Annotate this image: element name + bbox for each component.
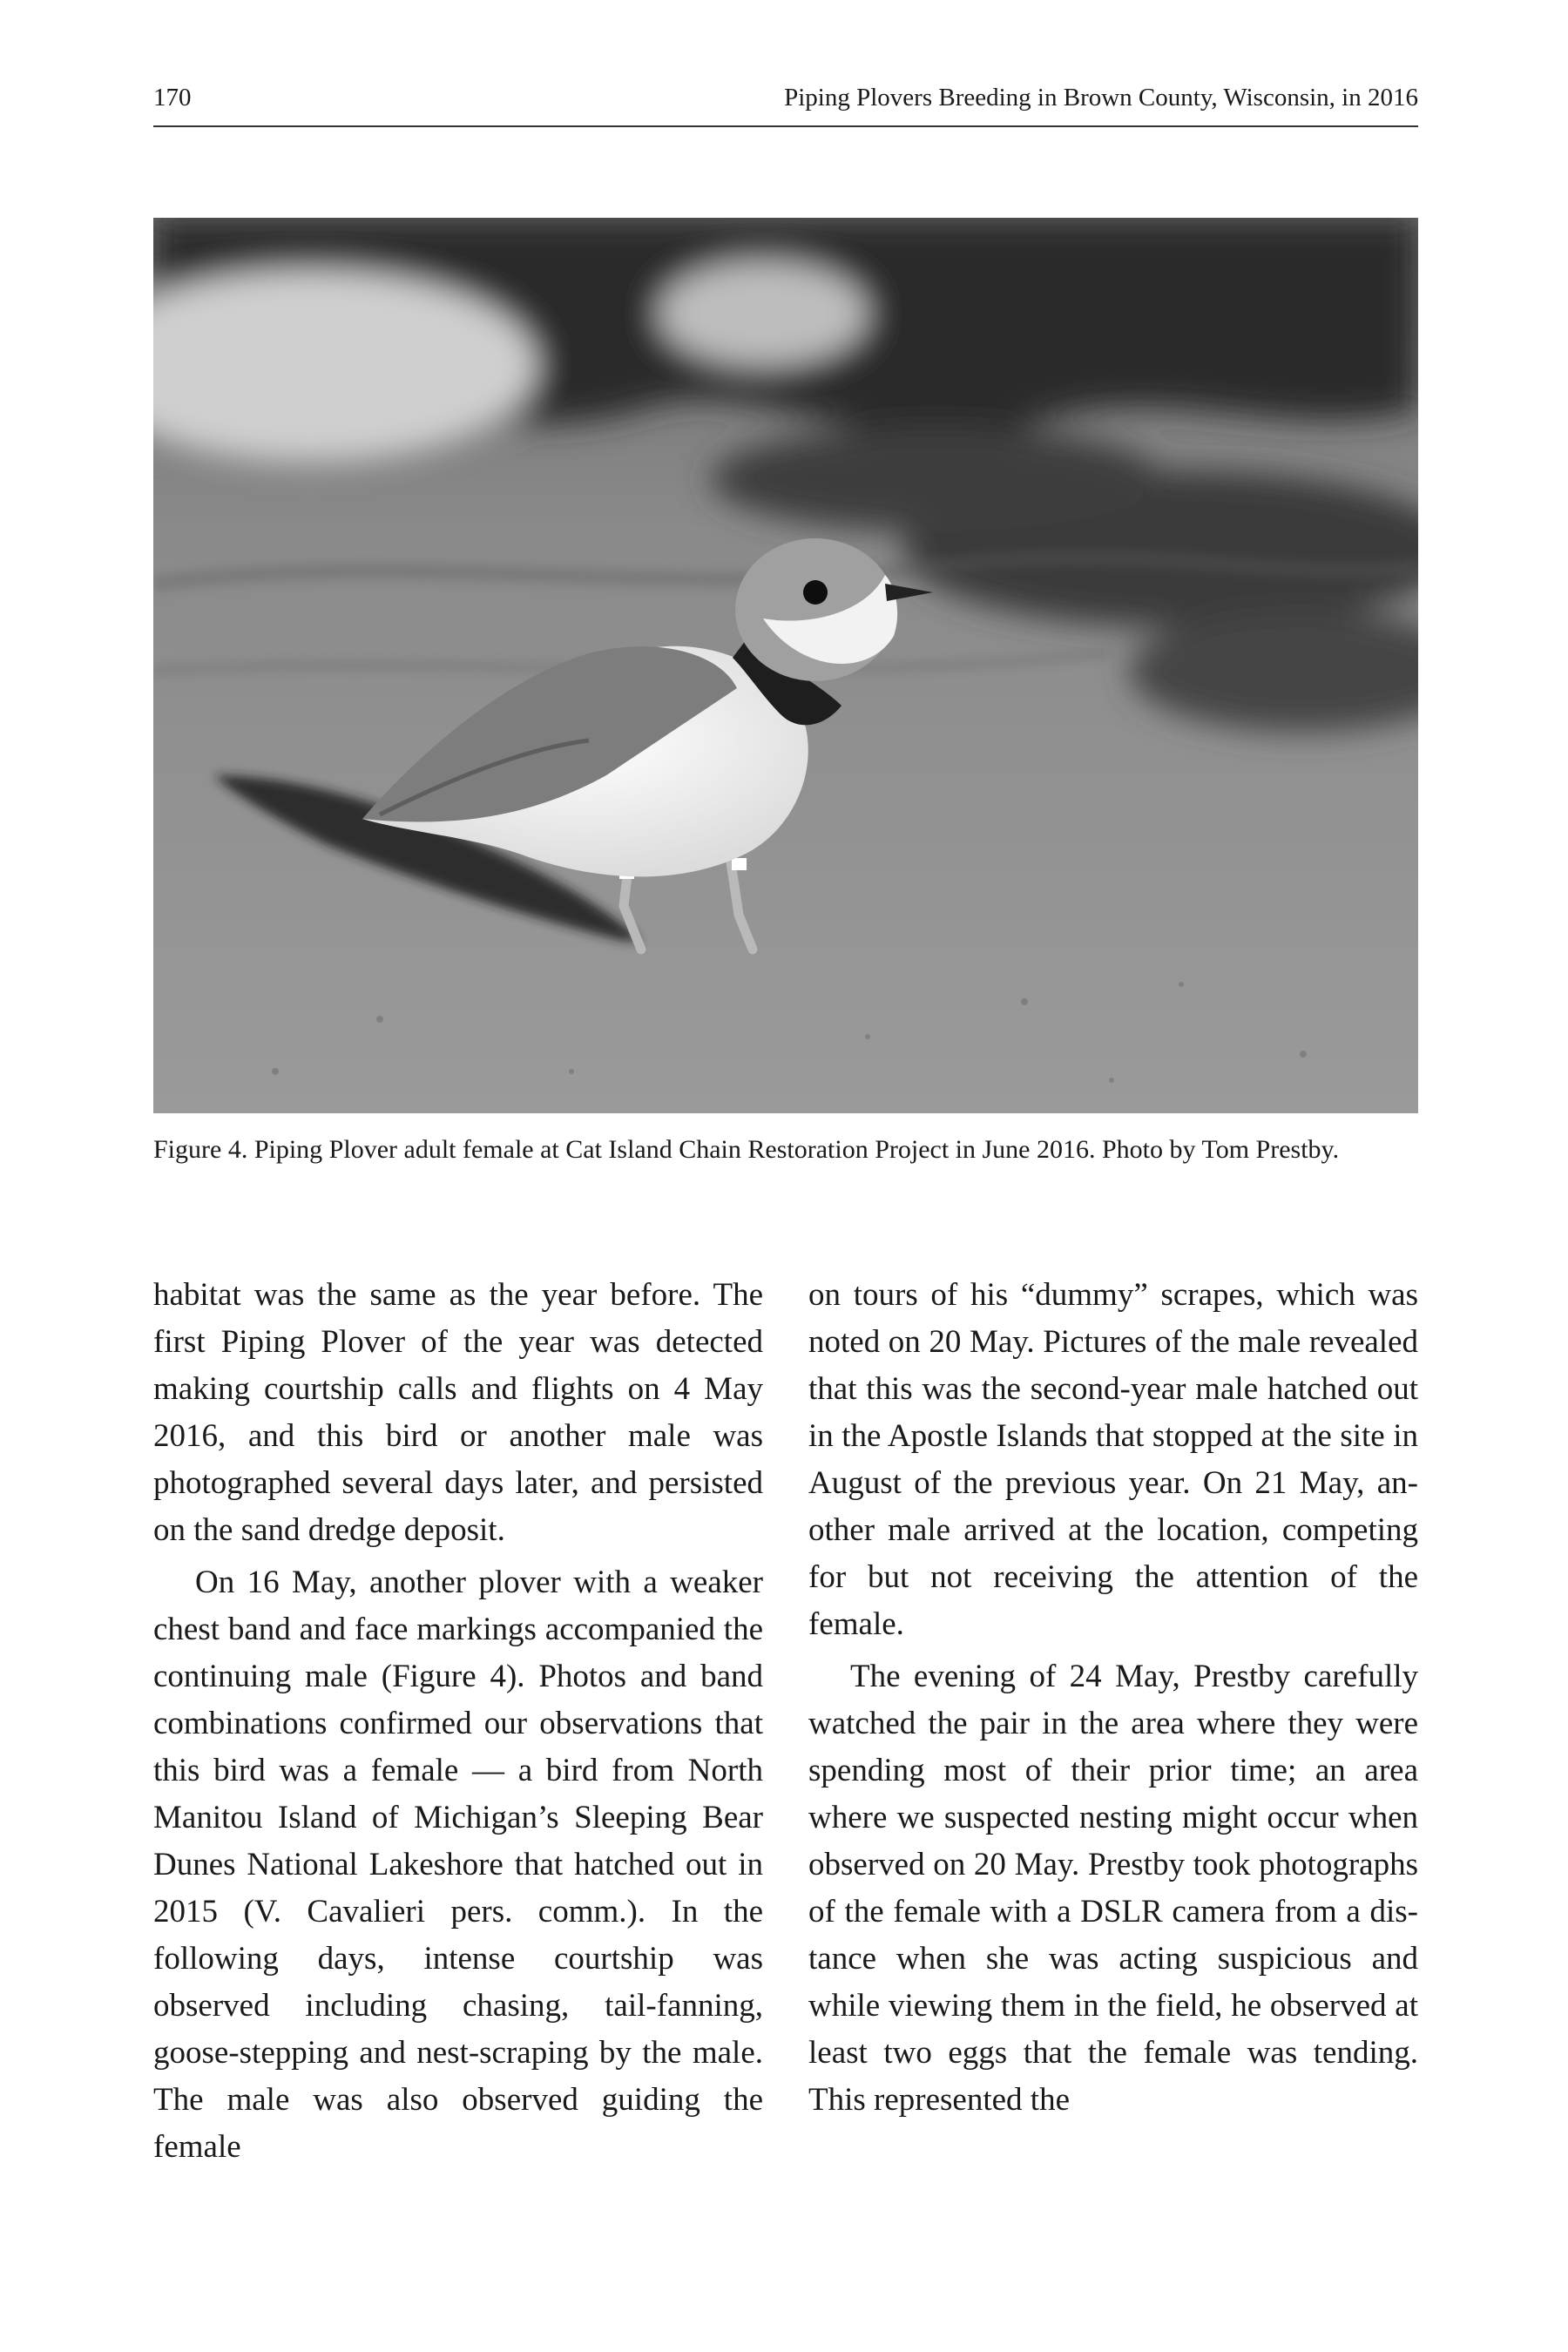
running-header <box>153 80 1418 127</box>
paragraph: on tours of his “dummy” scrapes, which was noted on 20 May. Pictures of the male revealed that this was the second-year male hatched out in the Apostle Islands that stopped at the site in August of the previous year. On 21 May, another male arrived at the location, competing for but not receiving the attention of the female. <box>808 1277 1418 1642</box>
page-number: 170 <box>153 84 192 112</box>
paragraph: habitat was the same as the year before. The first Piping Plover of the year was detected making courtship calls and flights on 4 May 2016, and this bird or another male was photographed several days later, and persisted on the sand dredge deposit. <box>153 1277 763 1548</box>
body-column-right <box>808 1272 1418 2124</box>
paragraph: The evening of 24 May, Prestby carefully watched the pair in the area where they were spending most of their prior time; an area where we suspected nesting might occur when observed on 20 May. Prestby took photographs of the female with a DSLR camera from a distance when she was acting suspicious and while viewing them in the field, he observed at least two eggs that the female was tending. This represented the <box>808 1659 1418 2118</box>
bird-eye <box>803 580 828 605</box>
running-head-title: Piping Plovers Breeding in Brown County, Wisconsin, in 2016 <box>784 84 1418 112</box>
paragraph: On 16 May, another plover with a weaker chest band and face markings accompanied the continuing male (Figure 4). Photos and band combinations confirmed our observations that this bird was a female — a bird from North Manitou Island of Michigan’s Sleeping Bear Dunes National Lakeshore that hatched out in 2015 (V. Cavalieri pers. comm.). In the following days, intense courtship was observed including chasing, tail-fanning, goose-stepping and nest-scraping by the male. The male was also observed guiding the female <box>153 1565 763 2165</box>
figure-photo-piping-plover <box>153 218 1418 1113</box>
body-column-left <box>153 1272 763 2171</box>
figure-caption: Figure 4. Piping Plover adult female at Cat Island Chain Restoration Project in June 2016. Photo by Tom Prestby. <box>153 1135 1340 1164</box>
